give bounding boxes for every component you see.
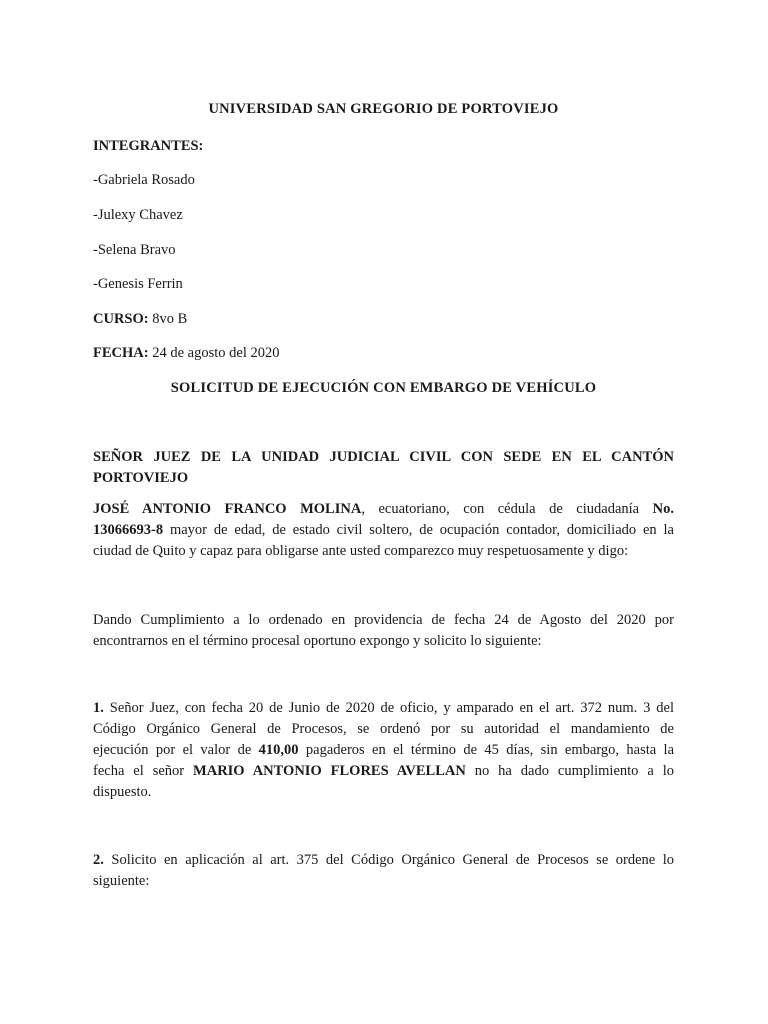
point-1-line: fecha el señor MARIO ANTONIO FLORES AVELLAN no ha dado cumplimiento a lo: [93, 763, 674, 779]
intro-line-2: 13066693-8 mayor de edad, de estado civil soltero, de ocupación contador, domiciliado en la: [93, 522, 674, 538]
members-label: INTEGRANTES:: [93, 138, 204, 154]
point-2-line: siguiente:: [93, 873, 150, 889]
intro-line-1: JOSÉ ANTONIO FRANCO MOLINA, ecuatoriano, con cédula de ciudadanía No.: [93, 501, 675, 517]
course-label: CURSO:: [93, 311, 149, 327]
member-item: -Genesis Ferrin: [93, 276, 183, 292]
addressee-block: [93, 447, 674, 489]
id-label: No.: [652, 501, 675, 517]
course-value: 8vo B: [148, 311, 188, 327]
intro-paragraph: [93, 499, 674, 562]
member-item: -Selena Bravo: [93, 242, 176, 258]
point-2-line: 2. Solicito en aplicación al art. 375 del Código Orgánico General de Procesos se ordene lo: [93, 852, 674, 868]
member-item: -Julexy Chavez: [93, 207, 183, 223]
university-heading: UNIVERSIDAD SAN GREGORIO DE PORTOVIEJO: [208, 101, 559, 117]
date-label: FECHA:: [93, 345, 149, 361]
addressee-line: SEÑOR JUEZ DE LA UNIDAD JUDICIAL CIVIL CON SEDE EN EL CANTÓN: [93, 449, 674, 465]
amount: 410,00: [258, 742, 299, 758]
addressee-line: PORTOVIEJO: [93, 470, 189, 486]
applicant-name: JOSÉ ANTONIO FRANCO MOLINA: [93, 501, 362, 517]
member-item: -Gabriela Rosado: [93, 172, 195, 188]
intro-line-3: ciudad de Quito y capaz para obligarse ante usted comparezco muy respetuosamente y digo:: [93, 543, 629, 559]
compliance-line: Dando Cumplimiento a lo ordenado en providencia de fecha 24 de Agosto del 2020 por: [93, 612, 674, 628]
compliance-paragraph: [93, 610, 674, 652]
compliance-line: encontrarnos en el término procesal oportuno expongo y solicito lo siguiente:: [93, 633, 542, 649]
point-2-number: 2.: [93, 852, 104, 868]
date-row: [93, 343, 279, 364]
course-row: [93, 309, 187, 330]
point-1-line: dispuesto.: [93, 784, 152, 800]
point-1-paragraph: [93, 698, 674, 803]
debtor-name: MARIO ANTONIO FLORES AVELLAN: [193, 763, 466, 779]
id-number: 13066693-8: [93, 522, 164, 538]
request-title: SOLICITUD DE EJECUCIÓN CON EMBARGO DE VEHÍCULO: [170, 380, 597, 396]
point-1-line: Código Orgánico General de Procesos, se ordenó por su autoridad el mandamiento de: [93, 721, 674, 737]
point-1-line: ejecución por el valor de 410,00 pagaderos en el término de 45 días, sin embargo, hasta la: [93, 742, 675, 758]
point-1-number: 1.: [93, 700, 104, 716]
point-1-line: 1. Señor Juez, con fecha 20 de Junio de 2020 de oficio, y amparado en el art. 372 num. 3 del: [93, 700, 674, 716]
date-value: 24 de agosto del 2020: [148, 345, 280, 361]
point-2-paragraph: [93, 850, 674, 892]
